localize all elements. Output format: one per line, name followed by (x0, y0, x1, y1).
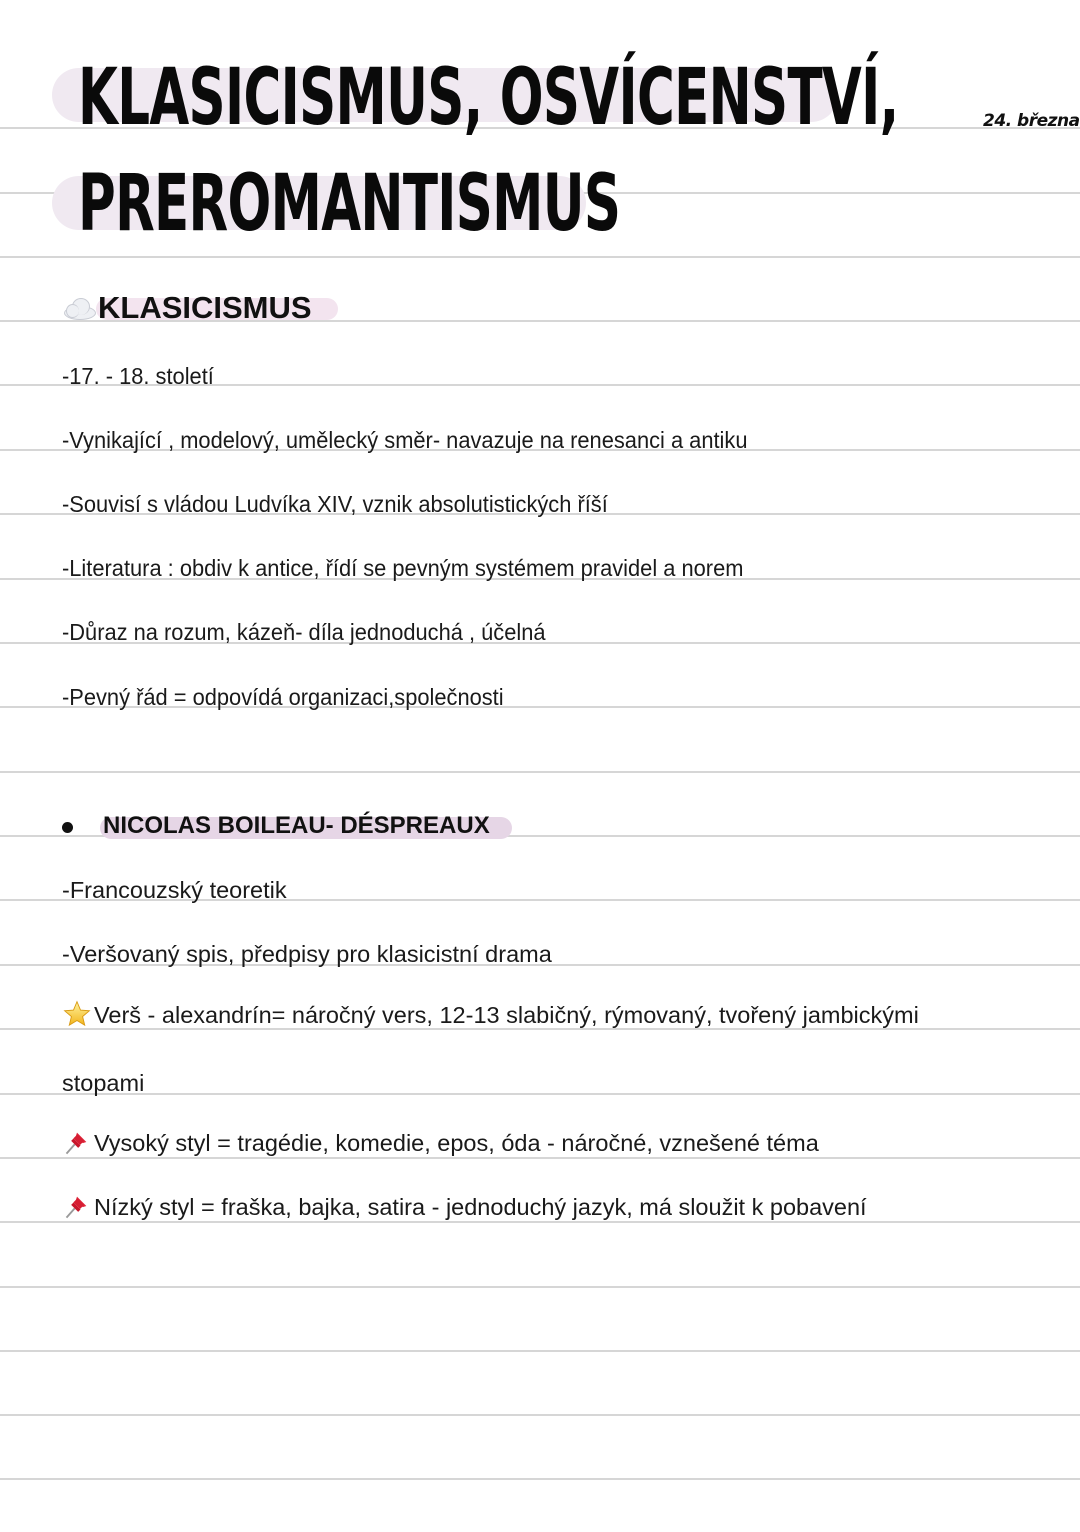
style-item-low (62, 1192, 867, 1222)
author-name: NICOLAS BOILEAU- DÉSPREAUX (103, 812, 490, 839)
rule-line (0, 1350, 1080, 1352)
list-item: -Pevný řád = odpovídá organizaci,společnosti (62, 684, 504, 710)
list-item: -Důraz na rozum, kázeň- díla jednoduchá , účelná (62, 619, 546, 645)
rule-line (0, 1478, 1080, 1480)
author-heading (62, 810, 490, 842)
rule-line (0, 1093, 1080, 1095)
rule-line (0, 1414, 1080, 1416)
star-icon (62, 1000, 92, 1028)
verse-item (62, 1000, 919, 1030)
rule-line (0, 256, 1080, 258)
title-line-2: PREROMANTISMUS (78, 159, 621, 249)
list-item: -17. - 18. století (62, 363, 214, 389)
list-item: -Literatura : obdiv k antice, řídí se pevným systémem pravidel a norem (62, 555, 744, 581)
pushpin-icon (62, 1128, 92, 1156)
list-item: -Vynikající , modelový, umělecký směr- navazuje na renesanci a antiku (62, 427, 748, 453)
bullet-icon (62, 822, 73, 833)
title-line-1: KLASICISMUS, OSVÍCENSTVÍ, (78, 53, 899, 143)
list-item: -Francouzský teoretik (62, 877, 287, 903)
cloud-icon (62, 296, 98, 320)
style-text: Vysoký styl = tragédie, komedie, epos, óda - náročné, vznešené téma (94, 1130, 819, 1156)
section-heading-text: KLASICISMUS (98, 290, 312, 325)
verse-text: Verš - alexandrín= náročný vers, 12-13 slabičný, rýmovaný, tvořený jambickými (94, 1002, 919, 1028)
style-item-high (62, 1128, 819, 1158)
rule-line (0, 1286, 1080, 1288)
list-item: -Veršovaný spis, předpisy pro klasicistní drama (62, 941, 552, 967)
style-text: Nízký styl = fraška, bajka, satira - jednoduchý jazyk, má sloužit k pobavení (94, 1194, 867, 1220)
rule-line (0, 771, 1080, 773)
date-label: 24. března (983, 111, 1080, 131)
list-item: -Souvisí s vládou Ludvíka XIV, vznik absolutistických říší (62, 491, 608, 517)
verse-continuation: stopami (62, 1070, 145, 1096)
section-heading (62, 288, 312, 328)
pushpin-icon (62, 1192, 92, 1220)
